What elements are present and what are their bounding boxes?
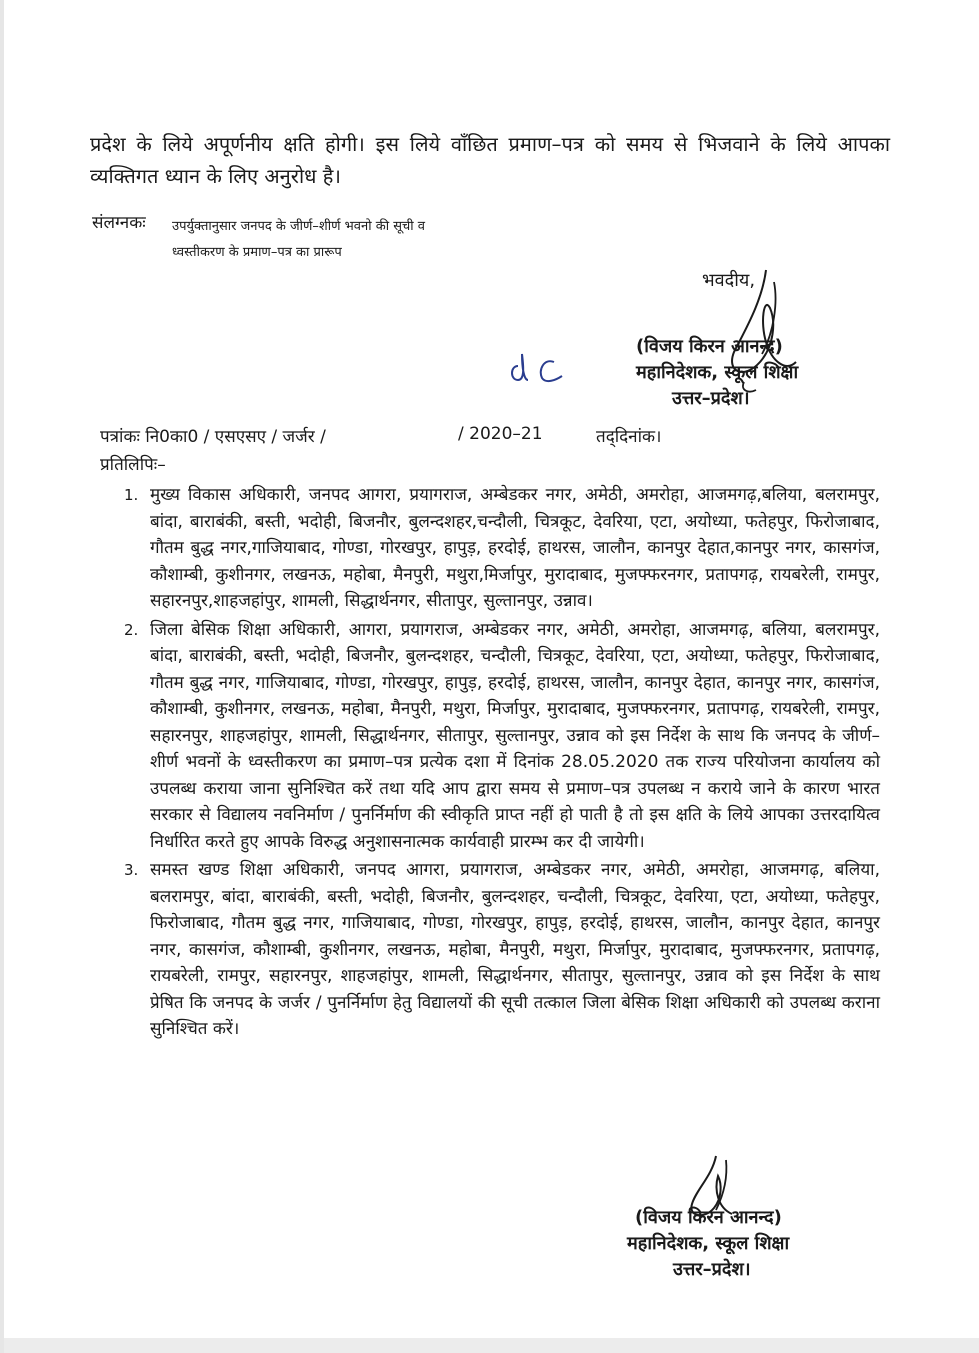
- page-bottom-edge: [4, 1338, 979, 1353]
- list-item: [120, 482, 880, 615]
- list-item: [120, 617, 880, 856]
- list-item-number: 2.: [124, 620, 139, 639]
- signatory2-name: (विजय किरन आनन्द): [635, 1207, 782, 1228]
- enclosure-label: संलग्नकः: [92, 213, 146, 233]
- signatory-block-1: [636, 334, 798, 412]
- copy-list: [120, 482, 880, 1043]
- enclosure-line-2: ध्वस्तीकरण के प्रमाण–पत्र का प्रारूप: [172, 245, 342, 260]
- signatory-designation: महानिदेशक, स्कूल शिक्षा: [636, 362, 799, 383]
- signatory-block-2: [627, 1205, 789, 1283]
- enclosure-line-1: उपर्युक्तानुसार जनपद के जीर्ण–शीर्ण भवनो की सूची व: [172, 219, 425, 234]
- reference-number: पत्रांकः नि0का0 / एसएसए / जर्जर /: [100, 427, 326, 447]
- initials-mark: [504, 348, 574, 388]
- list-item: [120, 857, 880, 1043]
- closing-salutation: भवदीय,: [702, 270, 756, 291]
- reference-date: तद्‌दिनांक।: [596, 427, 662, 447]
- signatory-place: उत्तर–प्रदेश।: [672, 388, 750, 409]
- copy-to-label: प्रतिलिपिः–: [100, 455, 166, 475]
- signatory2-place: उत्तर–प्रदेश।: [673, 1259, 751, 1280]
- intro-paragraph: प्रदेश के लिये अपूर्णनीय क्षति होगी। इस लिये वाँछित प्रमाण–पत्र को समय से भिजवाने के लिये आपका व्यक्तिगत ध्यान के लिए अनुरोध है।: [90, 132, 890, 188]
- list-item-number: 3.: [124, 861, 139, 879]
- reference-year: / 2020–21: [458, 424, 543, 444]
- reference-line: [100, 424, 800, 448]
- list-item-number: 1.: [124, 486, 139, 504]
- list-item-text: मुख्य विकास अधिकारी, जनपद आगरा, प्रयागराज, अम्बेडकर नगर, अमेठी, अमरोहा, आजमगढ़,बलिया, बलरामपुर, बांदा, बाराबंकी, बस्ती, भदोही, बिजनौर, बुलन्दशहर,चन्दौली, चित्रकूट, देवरिया, एटा, अयोध्या, फतेहपुर, फिरोजाबाद, गौतम बुद्ध नगर,गाजियाबाद, गोण्डा, गोरखपुर, हापुड़, हरदोई, हाथरस, जालौन, कानपुर देहात,कानपुर नगर, कासगंज, कौशाम्बी, कुशीनगर, लखनऊ, महोबा, मैनपुरी, मथुरा,मिर्जापुर, मुरादाबाद, मुजफ्फरनगर, प्रतापगढ़, रायबरेली, रामपुर, सहारनपुर,शाहजहांपुर, शामली, सिद्धार्थनगर, सीतापुर, सुल्तानपुर, उन्नाव।: [150, 485, 880, 611]
- signatory2-designation: महानिदेशक, स्कूल शिक्षा: [627, 1233, 790, 1254]
- list-item-text: जिला बेसिक शिक्षा अधिकारी, आगरा, प्रयागराज, अम्बेडकर नगर, अमेठी, अमरोहा, आजमगढ़, बलिया, बलरामपुर, बांदा, बाराबंकी, बस्ती, भदोही, बिजनौर, बुलन्दशहर, चन्दौली, चित्रकूट, देवरिया, एटा, अयोध्या, फतेहपुर, फिरोजाबाद, गौतम बुद्ध नगर, गाजियाबाद, गोण्डा, गोरखपुर, हापुड़, हरदोई, हाथरस, जालौन, कानपुर देहात, कानपुर नगर, कासगंज, कौशाम्बी, कुशीनगर, लखनऊ, महोबा, मैनपुरी, मथुरा, मिर्जापुर, मुरादाबाद, मुजफ्फरनगर, प्रतापगढ़, रायबरेली, रामपुर, सहारनपुर, शाहजहांपुर, शामली, सिद्धार्थनगर, सीतापुर, सुल्तानपुर, उन्नाव को इस निर्देश के साथ कि जनपद के जीर्ण–शीर्ण भवनों के ध्वस्तीकरण का प्रमाण–पत्र प्रत्येक दशा में दिनांक 28.05.2020 तक राज्य परियोजना कार्यालय को उपलब्ध कराया जाना सुनिश्चित करें तथा यदि आप द्वारा समय से प्रमाण–पत्र उपलब्ध न कराये जाने के कारण भारत सरकार से विद्यालय नवनिर्माण / पुनर्निर्माण की स्वीकृति प्राप्त नहीं हो पाती है तो इस क्षति के लिये आपका उत्तरदायित्व निर्धारित करते हुए आपके विरुद्ध अनुशासनात्मक कार्यवाही प्रारम्भ कर दी जायेगी।: [150, 619, 881, 852]
- signatory-name: (विजय किरन आनन्द): [636, 336, 783, 357]
- list-item-text: समस्त खण्ड शिक्षा अधिकारी, जनपद आगरा, प्रयागराज, अम्बेडकर नगर, अमेठी, अमरोहा, आजमगढ़, बलिया, बलरामपुर, बांदा, बाराबंकी, बस्ती, भदोही, बिजनौर, बुलन्दशहर, चन्दौली, चित्रकूट, देवरिया, एटा, अयोध्या, फतेहपुर, फिरोजाबाद, गौतम बुद्ध नगर, गाजियाबाद, गोण्डा, गोरखपुर, हापुड़, हरदोई, हाथरस, जालौन, कानपुर देहात, कानपुर नगर, कासगंज, कौशाम्बी, कुशीनगर, लखनऊ, महोबा, मैनपुरी, मथुरा, मिर्जापुर, मुरादाबाद, मुजफ्फरनगर, प्रतापगढ़, रायबरेली, रामपुर, सहारनपुर, शाहजहांपुर, शामली, सिद्धार्थनगर, सीतापुर, सुल्तानपुर, उन्नाव को इस निर्देश के साथ प्रेषित कि जनपद के जर्जर / पुनर्निर्माण हेतु विद्यालयों की सूची तत्काल जिला बेसिक शिक्षा अधिकारी को उपलब्ध कराना सुनिश्चित करें।: [150, 860, 880, 1039]
